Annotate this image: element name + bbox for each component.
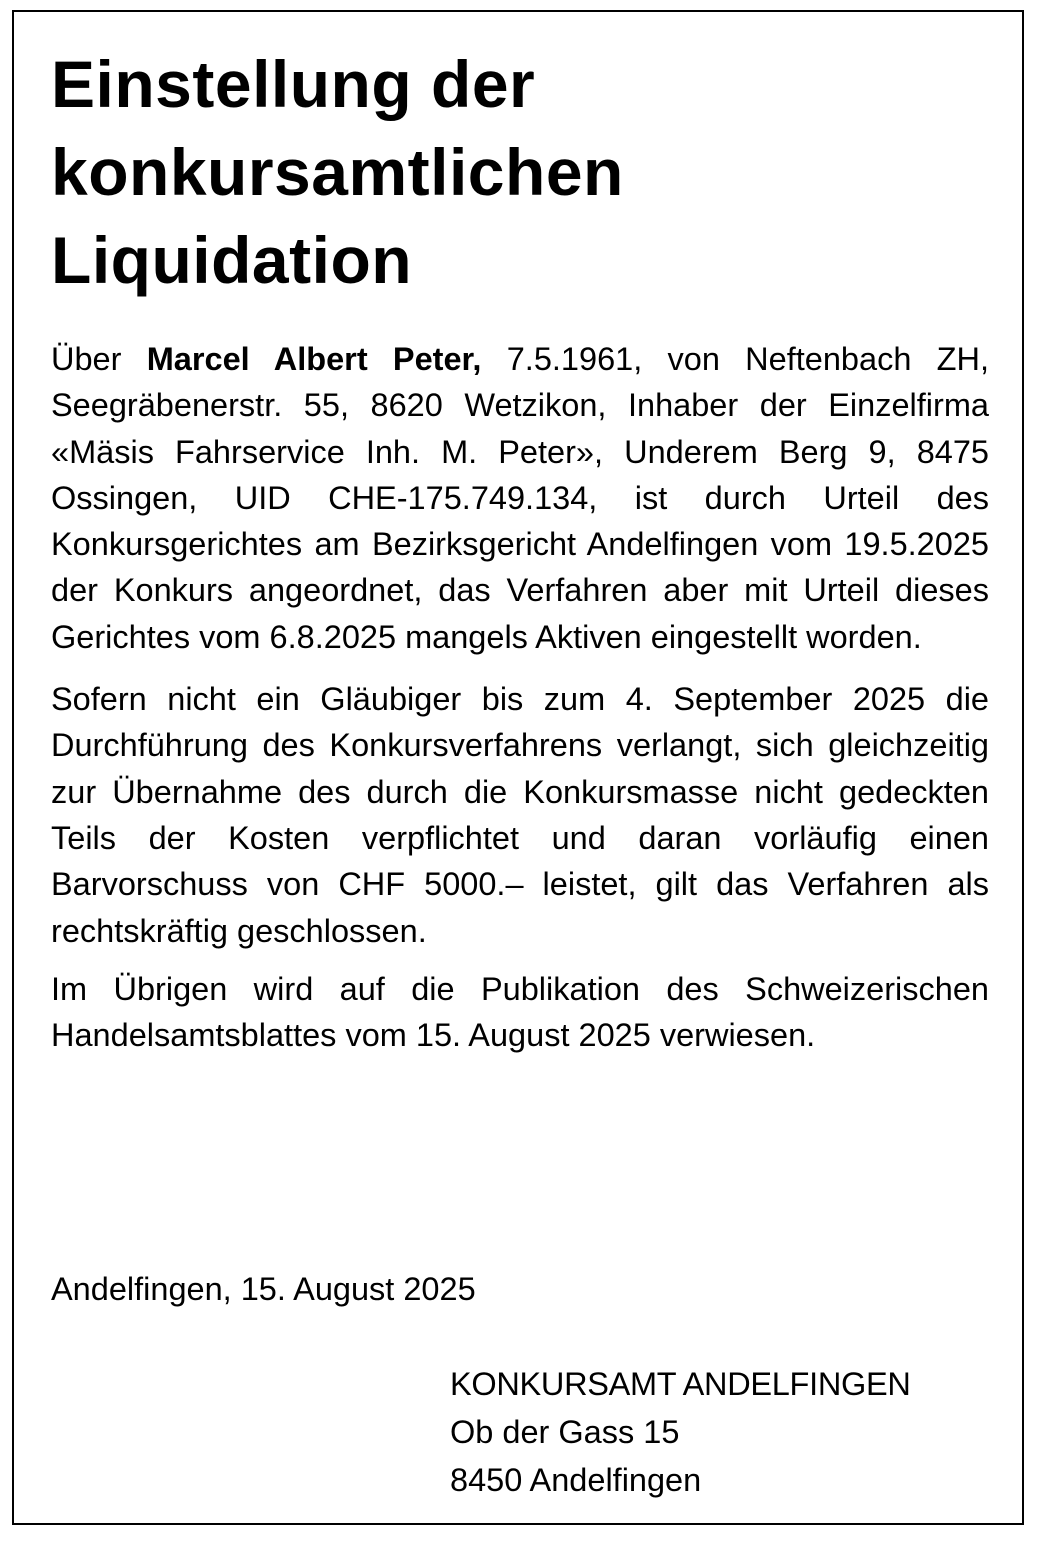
- title-line-3: Liquidation: [51, 223, 413, 297]
- debtor-name: Marcel Albert Peter,: [146, 341, 482, 377]
- paragraph-bankruptcy-details: [51, 336, 989, 660]
- signature-street: Ob der Gass 15: [450, 1414, 680, 1450]
- title-line-2: konkursamtlichen: [51, 135, 624, 209]
- paragraph-details: 7.5.1961, von Neftenbach ZH, Seegräbenerstr. 55, 8620 Wetzikon, Inhaber der Einzelfirma «Mäsis Fahrservice Inh. M. Peter», Underem Berg 9, 8475 Ossingen, UID CHE-175.749.134, ist durch Urteil des Konkursgerichtes am Bezirksgericht Andelfingen vom 19.5.2025 der Konkurs angeordnet, das Verfahren aber mit Urteil dieses Gerichtes vom 6.8.2025 mangels Aktiven eingestellt worden.: [51, 341, 990, 655]
- signature-block: [450, 1360, 911, 1504]
- paragraph-publication-reference: Im Übrigen wird auf die Publikation des Schweizerischen Handelsamtsblattes vom 15. August 2025 verwiesen.: [51, 970, 989, 1054]
- place-date: Andelfingen, 15. August 2025: [51, 1271, 476, 1307]
- paragraph-lead: Über: [51, 341, 122, 377]
- paragraph-creditor-deadline: Sofern nicht ein Gläubiger bis zum 4. September 2025 die Durchführung des Konkursverfahrens verlangt, sich gleichzeitig zur Übernahme des durch die Konkursmasse nicht gedeckten Teils der Kosten verpflichtet und daran vorläufig einen Barvorschuss von CHF 5000.– leistet, gilt das Verfahren als rechtskräftig geschlossen.: [51, 681, 989, 949]
- title-line-1: Einstellung der: [51, 47, 536, 121]
- signature-office: KONKURSAMT ANDELFINGEN: [450, 1366, 911, 1402]
- notice-title: [51, 40, 991, 304]
- notice-body: [51, 336, 989, 1058]
- signature-city: 8450 Andelfingen: [450, 1462, 702, 1498]
